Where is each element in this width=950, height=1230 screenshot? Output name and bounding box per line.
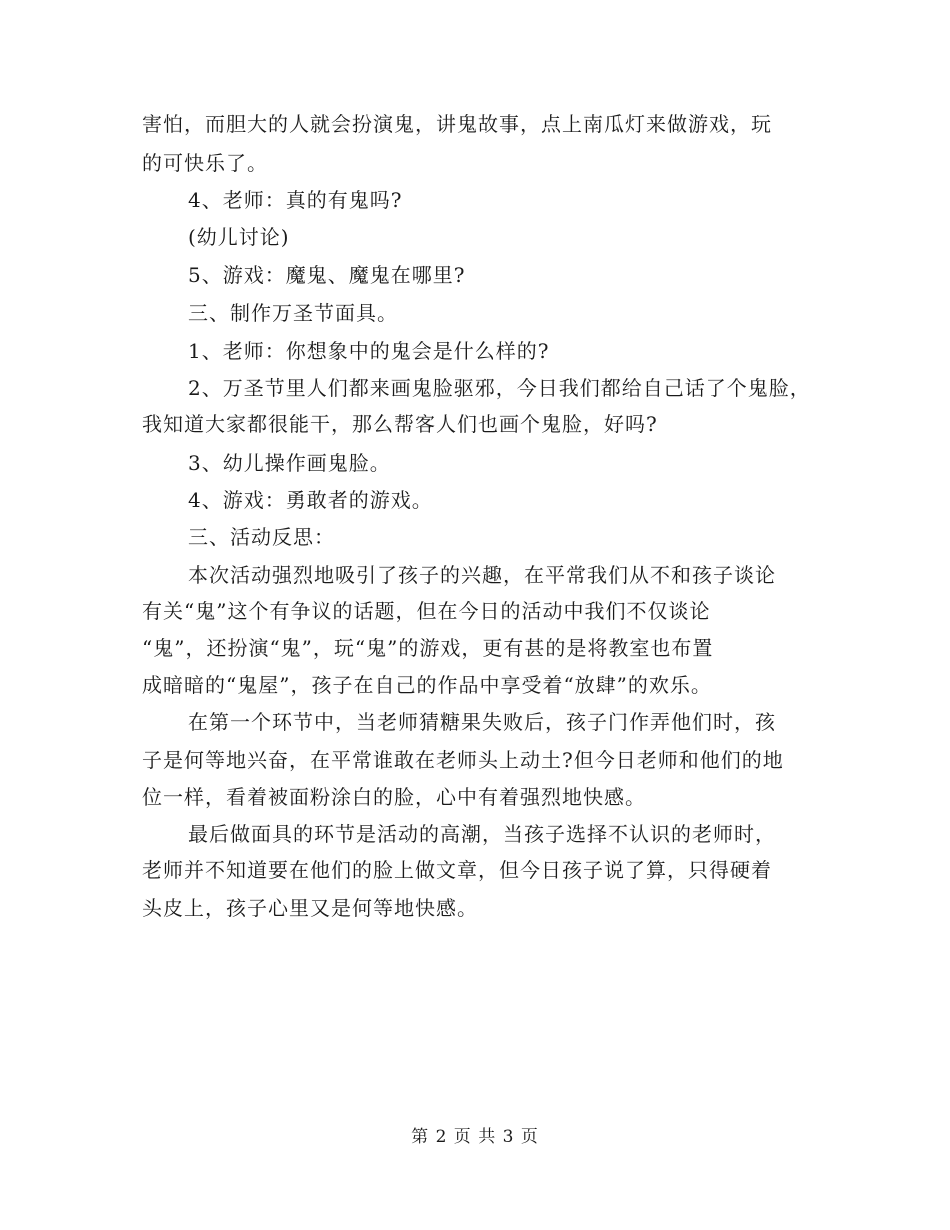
section-heading: 三、制作万圣节面具。: [188, 301, 398, 325]
text-line: 2、万圣节里人们都来画鬼脸驱邪，今日我们都给自己话了个鬼脸，: [188, 376, 811, 400]
text-line: 害怕，而胆大的人就会扮演鬼，讲鬼故事，点上南瓜灯来做游戏，玩: [142, 112, 772, 136]
section-heading: 三、活动反思：: [188, 525, 335, 549]
text-line: 3、幼儿操作画鬼脸。: [188, 451, 391, 475]
text-line: 本次活动强烈地吸引了孩子的兴趣，在平常我们从不和孩子谈论: [188, 563, 776, 587]
text-line: 子是何等地兴奋，在平常谁敢在老师头上动土?但今日老师和他们的地: [142, 748, 784, 772]
text-line: 最后做面具的环节是活动的高潮，当孩子选择不认识的老师时，: [188, 822, 776, 846]
text-line: 成暗暗的“鬼屋”，孩子在自己的作品中享受着“放肆”的欢乐。: [142, 673, 712, 697]
text-line: 头皮上，孩子心里又是何等地快感。: [142, 896, 478, 920]
text-line: 5、游戏：魔鬼、魔鬼在哪里?: [188, 263, 466, 287]
page-number: 第 2 页 共 3 页: [411, 1127, 539, 1147]
text-line: 的可快乐了。: [142, 151, 268, 175]
text-line: (幼儿讨论): [188, 225, 290, 249]
text-line: 4、老师：真的有鬼吗?: [188, 188, 403, 212]
text-line: 1、老师：你想象中的鬼会是什么样的?: [188, 339, 550, 363]
text-line: 在第一个环节中，当老师猜糖果失败后，孩子门作弄他们时，孩: [188, 710, 776, 734]
text-line: “鬼”，还扮演“鬼”，玩“鬼”的游戏，更有甚的是将教室也布置: [142, 636, 714, 660]
text-line: 老师并不知道要在他们的脸上做文章，但今日孩子说了算，只得硬着: [142, 858, 772, 882]
text-line: 有关“鬼”这个有争议的话题，但在今日的活动中我们不仅谈论: [142, 599, 711, 623]
text-line: 我知道大家都很能干，那么帮客人们也画个鬼脸，好吗?: [142, 412, 658, 436]
text-line: 4、游戏：勇敢者的游戏。: [188, 488, 433, 512]
text-line: 位一样，看着被面粉涂白的脸，心中有着强烈地快感。: [142, 785, 646, 809]
